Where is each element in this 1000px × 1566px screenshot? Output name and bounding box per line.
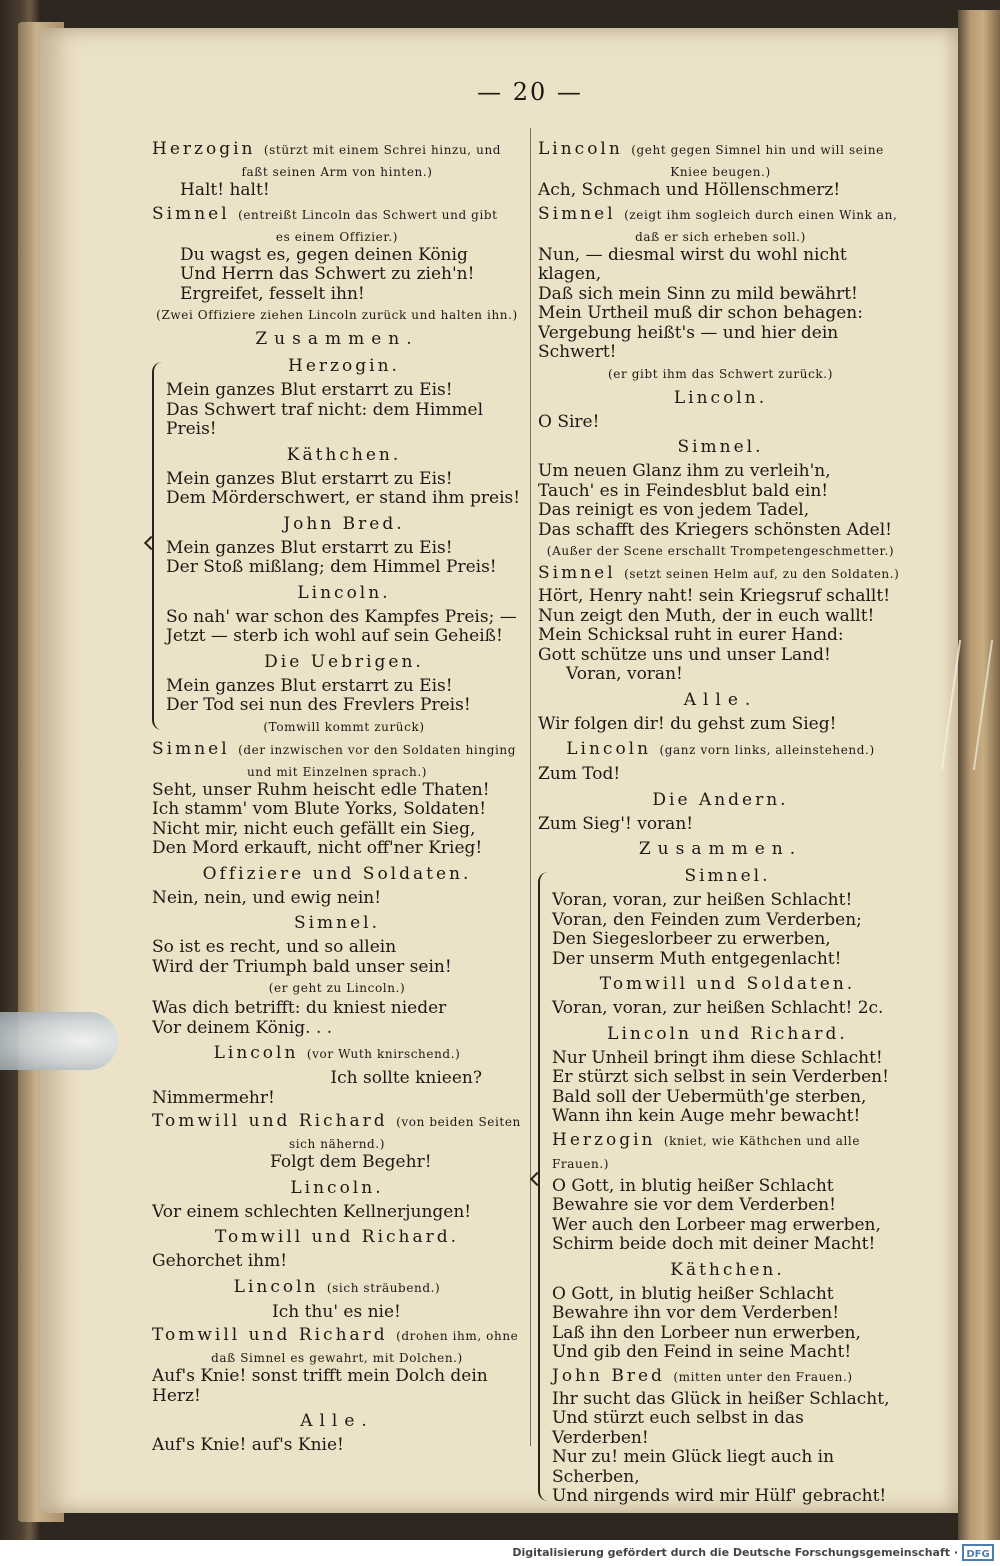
stage-direction: (setzt seinen Helm auf, zu den Soldaten.): [624, 567, 900, 581]
verse-line: Wann ihn kein Auge mehr bewacht!: [552, 1106, 861, 1126]
left-column: [152, 136, 522, 1456]
verse-line: Vergebung heißt's — und hier dein Schwert!: [538, 322, 839, 362]
speaker-heading: Offiziere und Soldaten.: [202, 863, 472, 884]
stage-direction: (Zwei Offiziere ziehen Lincoln zurück und halten ihn.): [156, 308, 518, 322]
verse-line: Gott schütze uns und unser Land!: [538, 644, 831, 665]
verse-line: Ich sollte knieen?: [330, 1068, 482, 1088]
verse-line: Mein ganzes Blut erstarrt zu Eis!: [166, 468, 453, 489]
verse-line: Nein, nein, und ewig nein!: [152, 887, 382, 908]
verse-line: Mein ganzes Blut erstarrt zu Eis!: [166, 675, 453, 696]
speaker-name: Herzogin: [552, 1129, 656, 1150]
speaker-heading: Simnel.: [293, 913, 381, 933]
verse-line: Um neuen Glanz ihm zu verleih'n,: [538, 461, 831, 481]
verse-line: Ich stamm' vom Blute Yorks, Soldaten!: [152, 799, 487, 819]
speaker-line: [152, 203, 522, 226]
stage-direction: Kniee beugen.): [670, 165, 771, 179]
verse-line: Den Siegeslorbeer zu erwerben,: [552, 929, 831, 949]
verse-line: Wird der Triumph bald unser sein!: [152, 956, 452, 977]
speaker-line: [152, 1275, 522, 1300]
speaker-heading: Lincoln.: [673, 387, 768, 408]
verse-line: Jetzt — sterb ich wohl auf sein Geheiß!: [166, 626, 503, 646]
verse-line: Ergreifet, fesselt ihn!: [180, 283, 365, 304]
speaker-line: [538, 203, 903, 226]
verse-line: Du wagst es, gegen deinen König: [180, 244, 468, 265]
speaker-name: Lincoln: [213, 1043, 299, 1063]
verse-line: Der Tod sei nun des Frevlers Preis!: [166, 695, 471, 715]
verse-line: Wer auch den Lorbeer mag erwerben,: [552, 1214, 881, 1235]
stage-direction: (von beiden Seiten: [396, 1115, 521, 1129]
speaker-heading: Lincoln.: [297, 582, 391, 603]
verse-line: Tauch' es in Feindesblut bald ein!: [538, 480, 829, 501]
verse-line: Der Stoß mißlang; dem Himmel Preis!: [166, 557, 497, 577]
verse-line: Voran, voran, zur heißen Schlacht! 2c.: [552, 998, 884, 1018]
stage-direction: (ganz vorn links, alleinstehend.): [659, 743, 875, 757]
verse-line: Und stürzt euch selbst in das Verderben!: [552, 1408, 804, 1448]
verse-line: Schirm beide doch mit deiner Macht!: [552, 1234, 876, 1254]
stage-direction: (entreißt Lincoln das Schwert und gibt: [238, 207, 498, 222]
verse-line: Voran, voran, zur heißen Schlacht!: [552, 890, 853, 910]
speaker-line: [152, 138, 522, 161]
dfg-logo-icon[interactable]: DFG: [962, 1544, 994, 1561]
verse-line: Mein Schicksal ruht in eurer Hand:: [538, 625, 844, 645]
verse-line: So ist es recht, und so allein: [152, 937, 397, 957]
brace-bracket: [152, 362, 163, 730]
verse-line: Dem Mörderschwert, er stand ihm preis!: [166, 488, 521, 508]
verse-line: O Sire!: [538, 411, 600, 432]
speaker-line: [152, 1324, 522, 1347]
verse-line: Mein ganzes Blut erstarrt zu Eis!: [166, 537, 453, 558]
verse-line: Nur Unheil bringt ihm diese Schlacht!: [552, 1047, 883, 1068]
column-divider: [530, 128, 531, 1446]
stage-direction: (er gibt ihm das Schwert zurück.): [608, 366, 833, 381]
verse-line: Und gib den Feind in seine Macht!: [552, 1342, 852, 1362]
speech-block: [152, 738, 522, 859]
verse-line: So nah' war schon des Kampfes Preis; —: [166, 606, 517, 627]
verse-line: Ach, Schmach und Höllenschmerz!: [538, 180, 841, 200]
verse-line: Voran, voran!: [566, 664, 683, 684]
speaker-name: Simnel: [152, 738, 230, 759]
speaker-heading: Simnel.: [677, 437, 764, 457]
speaker-heading: John Bred.: [283, 513, 405, 534]
stage-direction: faßt seinen Arm von hinten.): [241, 165, 433, 179]
verse-line: O Gott, in blutig heißer Schlacht: [552, 1175, 834, 1196]
verse-line: O Gott, in blutig heißer Schlacht: [552, 1283, 834, 1304]
speaker-name: Simnel: [538, 563, 616, 583]
speaker-heading: Die Andern.: [652, 789, 789, 810]
scanner-finger: [0, 1012, 118, 1070]
speaker-name: Herzogin: [152, 139, 256, 159]
verse-line: Zum Tod!: [538, 764, 621, 784]
speaker-heading: Herzogin.: [288, 356, 400, 376]
stage-direction: (Tomwill kommt zurück): [263, 719, 425, 734]
brace-bracket: [538, 872, 549, 1501]
verse-line: Hört, Henry naht! sein Kriegsruf schallt!: [538, 586, 891, 606]
verse-line: Nun, — diesmal wirst du wohl nicht klagen,: [538, 244, 847, 284]
speaker-heading: Alle.: [300, 1411, 374, 1431]
speaker-line: [152, 1041, 522, 1066]
stage-direction: (kniet, wie Käthchen und alle Frauen.): [552, 1133, 861, 1171]
speaker-heading: Die Uebrigen.: [264, 651, 424, 672]
stage-direction: sich nähernd.): [288, 1137, 385, 1151]
verse-line: Bald soll der Uebermüth'ge sterben,: [552, 1086, 867, 1107]
speaker-name: Tomwill und Richard: [152, 1111, 388, 1131]
stage-direction: (der inzwischen vor den Soldaten hinging: [238, 742, 517, 757]
speaker-line: [538, 562, 903, 585]
verse-line: Wir folgen dir! du gehst zum Sieg!: [538, 713, 837, 734]
verse-line: Voran, den Feinden zum Verderben;: [552, 909, 862, 930]
verse-line: Mein ganzes Blut erstarrt zu Eis!: [166, 380, 453, 400]
stage-direction: (geht gegen Simnel hin und will seine: [631, 143, 884, 157]
verse-line: Bewahre sie vor dem Verderben!: [552, 1195, 836, 1215]
speaker-name: John Bred: [552, 1365, 665, 1386]
verse-line: Nicht mir, nicht euch gefällt ein Sieg,: [152, 818, 476, 839]
speaker-line: [538, 138, 903, 161]
verse-line: Den Mord erkauft, nicht off'ner Krieg!: [152, 838, 483, 858]
speaker-heading: Simnel.: [684, 866, 771, 886]
verse-line: Daß sich mein Sinn zu mild bewährt!: [538, 283, 858, 304]
stage-direction: (vor Wuth knirschend.): [306, 1047, 461, 1061]
speaker-heading: Käthchen.: [286, 444, 402, 465]
verse-line: Und Herrn das Schwert zu zieh'n!: [180, 264, 475, 284]
stage-direction: daß Simnel es gewahrt, mit Dolchen.): [211, 1351, 463, 1365]
verse-line: Nur zu! mein Glück liegt auch in Scherben,: [552, 1447, 835, 1487]
ensemble-group: [152, 354, 522, 736]
speaker-name: Lincoln: [538, 139, 623, 159]
speaker-heading: Tomwill und Richard.: [214, 1227, 460, 1247]
speaker-heading: Alle.: [683, 689, 758, 710]
speaker-heading: Käthchen.: [670, 1259, 785, 1280]
stage-direction: und mit Einzelnen sprach.): [246, 764, 428, 779]
verse-line: Vor deinem König. . .: [152, 1017, 333, 1038]
ensemble-group: [538, 864, 903, 1507]
verse-line: Was dich betrifft: du kniest nieder: [152, 998, 447, 1018]
verse-line: Das Schwert traf nicht: dem Himmel Preis!: [166, 399, 484, 439]
speech-block: [152, 203, 522, 325]
right-column: [538, 136, 903, 1507]
section-heading: Zusammen.: [638, 839, 803, 859]
footer-bar: [0, 1540, 1000, 1566]
verse-line: Nimmermehr!: [152, 1087, 275, 1108]
verse-line: Und nirgends wird mir Hülf' gebracht!: [552, 1486, 887, 1506]
verse-line: Seht, unser Ruhm heischt edle Thaten!: [152, 779, 490, 800]
stage-direction: es einem Offizier.): [275, 229, 399, 244]
speaker-line: [538, 737, 903, 762]
speech-block: [152, 138, 522, 201]
speaker-heading: Tomwill und Soldaten.: [599, 974, 856, 994]
verse-line: Zum Sieg'! voran!: [538, 813, 694, 834]
verse-line: Das schafft des Kriegers schönsten Adel!: [538, 519, 892, 540]
speaker-name: Lincoln: [566, 739, 652, 759]
verse-line: Ich thu' es nie!: [272, 1301, 401, 1322]
stage-direction: (sich sträubend.): [326, 1280, 441, 1295]
verse-line: Nun zeigt den Muth, der in euch wallt!: [538, 605, 875, 626]
verse-line: Ihr sucht das Glück in heißer Schlacht,: [552, 1388, 890, 1409]
stage-direction: (mitten unter den Frauen.): [673, 1369, 853, 1384]
speaker-heading: Lincoln.: [290, 1177, 384, 1198]
verse-line: Er stürzt sich selbst in sein Verderben!: [552, 1067, 889, 1087]
next-page-edge: [958, 10, 1000, 1540]
verse-line: Halt! halt!: [180, 180, 270, 200]
stage-direction: (drohen ihm, ohne: [396, 1329, 519, 1343]
verse-line: Das reinigt es von jedem Tadel,: [538, 500, 810, 520]
speaker-line: [552, 1365, 903, 1388]
section-heading: Zusammen.: [255, 329, 419, 349]
stage-direction: (stürzt mit einem Schrei hinzu, und: [263, 143, 502, 157]
verse-line: Auf's Knie! sonst trifft mein Dolch dein Herz!: [152, 1366, 488, 1406]
verse-line: Gehorchet ihm!: [152, 1251, 288, 1271]
stage-direction: (Außer der Scene erschallt Trompetengeschmetter.): [546, 544, 895, 558]
stage-direction: (er geht zu Lincoln.): [268, 981, 406, 995]
speaker-name: Lincoln: [233, 1276, 319, 1297]
funding-credit: Digitalisierung gefördert durch die Deutsche Forschungsgemeinschaft ·: [512, 1546, 958, 1559]
speaker-line: [152, 1110, 522, 1133]
speaker-line: [552, 1129, 903, 1175]
verse-line: Folgt dem Begehr!: [270, 1152, 432, 1172]
speaker-line: [152, 738, 522, 761]
page-number: — 20 —: [477, 78, 583, 106]
speaker-name: Tomwill und Richard: [152, 1325, 388, 1345]
verse-line: Der unserm Muth entgegenlacht!: [552, 948, 842, 969]
verse-line: Bewahre ihn vor dem Verderben!: [552, 1303, 840, 1323]
verse-line: Auf's Knie! auf's Knie!: [152, 1435, 344, 1455]
verse-line: Laß ihn den Lorbeer nun erwerben,: [552, 1322, 861, 1343]
verse-line: Vor einem schlechten Kellnerjungen!: [152, 1201, 472, 1222]
speaker-name: Simnel: [538, 203, 616, 224]
verse-line: Mein Urtheil muß dir schon behagen:: [538, 303, 863, 323]
speaker-name: Simnel: [152, 203, 230, 224]
stage-direction: (zeigt ihm sogleich durch einen Wink an,: [624, 207, 898, 222]
stage-direction: daß er sich erheben soll.): [635, 229, 806, 244]
speaker-heading: Lincoln und Richard.: [607, 1023, 848, 1044]
